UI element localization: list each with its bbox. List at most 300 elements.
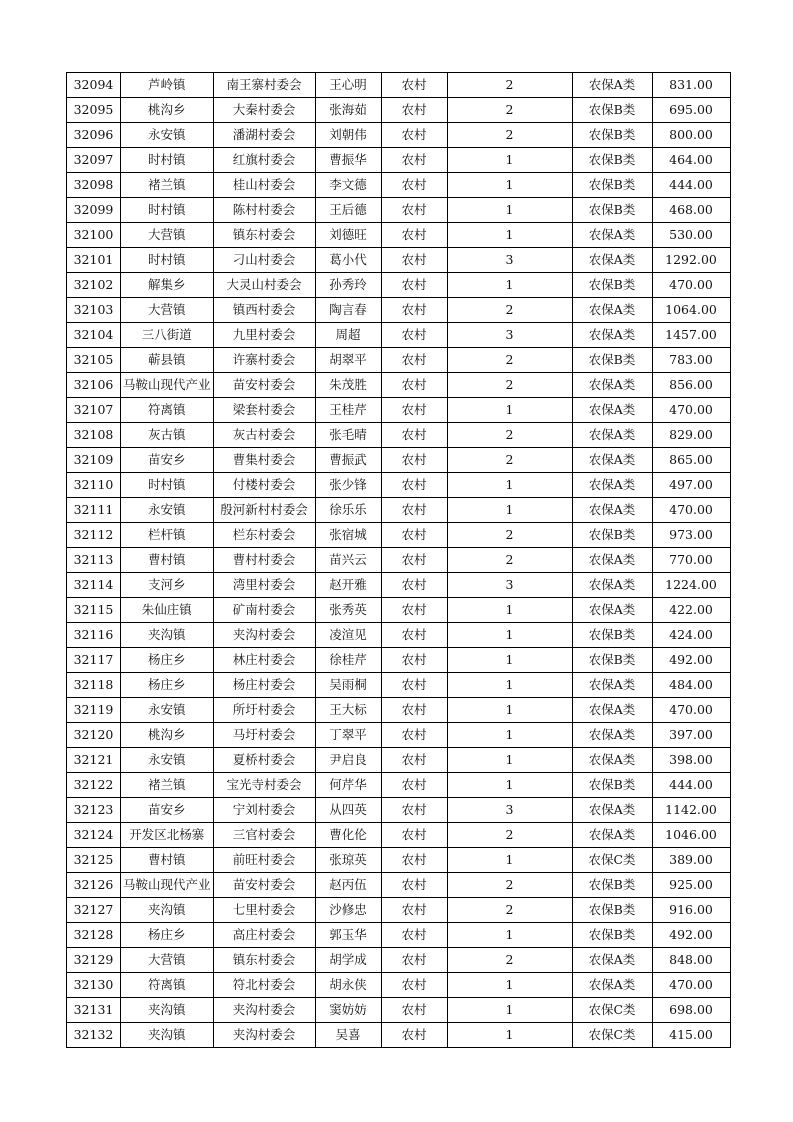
serial-number-cell: 32110 [67, 473, 121, 498]
township-cell: 符离镇 [121, 973, 214, 998]
township-cell: 支河乡 [121, 573, 214, 598]
table-row [67, 898, 731, 923]
name-cell: 孙秀玲 [315, 273, 381, 298]
household-count-cell: 1 [447, 673, 572, 698]
insurance-category-cell: 农保A类 [572, 673, 652, 698]
name-cell: 刘朝伟 [315, 123, 381, 148]
amount-cell: 973.00 [652, 523, 730, 548]
insurance-category-cell: 农保A类 [572, 573, 652, 598]
township-cell: 大营镇 [121, 948, 214, 973]
household-count-cell: 2 [447, 123, 572, 148]
name-cell: 窦妨妨 [315, 998, 381, 1023]
township-cell: 大营镇 [121, 298, 214, 323]
village-committee-cell: 刁山村委会 [213, 248, 315, 273]
village-committee-cell: 镇西村委会 [213, 298, 315, 323]
household-count-cell: 2 [447, 548, 572, 573]
household-count-cell: 3 [447, 248, 572, 273]
township-cell: 符离镇 [121, 398, 214, 423]
household-count-cell: 1 [447, 848, 572, 873]
table-row [67, 123, 731, 148]
area-type-cell: 农村 [381, 548, 447, 573]
amount-cell: 698.00 [652, 998, 730, 1023]
amount-cell: 424.00 [652, 623, 730, 648]
township-cell: 桃沟乡 [121, 723, 214, 748]
amount-cell: 1224.00 [652, 573, 730, 598]
insurance-category-cell: 农保B类 [572, 623, 652, 648]
area-type-cell: 农村 [381, 598, 447, 623]
name-cell: 何芹华 [315, 773, 381, 798]
serial-number-cell: 32109 [67, 448, 121, 473]
household-count-cell: 2 [447, 423, 572, 448]
serial-number-cell: 32124 [67, 823, 121, 848]
name-cell: 郭玉华 [315, 923, 381, 948]
table-row [67, 98, 731, 123]
table-row [67, 173, 731, 198]
township-cell: 曹村镇 [121, 848, 214, 873]
serial-number-cell: 32100 [67, 223, 121, 248]
village-committee-cell: 苗安村委会 [213, 373, 315, 398]
table-row [67, 673, 731, 698]
table-row [67, 198, 731, 223]
amount-cell: 783.00 [652, 348, 730, 373]
area-type-cell: 农村 [381, 773, 447, 798]
amount-cell: 444.00 [652, 173, 730, 198]
amount-cell: 916.00 [652, 898, 730, 923]
insurance-category-cell: 农保A类 [572, 73, 652, 98]
name-cell: 徐桂芹 [315, 648, 381, 673]
area-type-cell: 农村 [381, 723, 447, 748]
amount-cell: 422.00 [652, 598, 730, 623]
village-committee-cell: 潘湖村委会 [213, 123, 315, 148]
insurance-category-cell: 农保B类 [572, 123, 652, 148]
table-row [67, 223, 731, 248]
village-committee-cell: 栏东村委会 [213, 523, 315, 548]
area-type-cell: 农村 [381, 898, 447, 923]
village-committee-cell: 马圩村委会 [213, 723, 315, 748]
insurance-category-cell: 农保B类 [572, 348, 652, 373]
insurance-category-cell: 农保A类 [572, 223, 652, 248]
insurance-category-cell: 农保B类 [572, 648, 652, 673]
village-committee-cell: 付楼村委会 [213, 473, 315, 498]
insurance-category-cell: 农保A类 [572, 823, 652, 848]
area-type-cell: 农村 [381, 223, 447, 248]
name-cell: 曹化伦 [315, 823, 381, 848]
household-count-cell: 1 [447, 223, 572, 248]
name-cell: 曹振华 [315, 148, 381, 173]
table-row [67, 948, 731, 973]
serial-number-cell: 32128 [67, 923, 121, 948]
household-count-cell: 2 [447, 448, 572, 473]
table-row [67, 423, 731, 448]
serial-number-cell: 32097 [67, 148, 121, 173]
township-cell: 曹村镇 [121, 548, 214, 573]
township-cell: 永安镇 [121, 123, 214, 148]
table-row [67, 873, 731, 898]
township-cell: 永安镇 [121, 698, 214, 723]
area-type-cell: 农村 [381, 698, 447, 723]
name-cell: 赵开雅 [315, 573, 381, 598]
amount-cell: 831.00 [652, 73, 730, 98]
amount-cell: 1046.00 [652, 823, 730, 848]
area-type-cell: 农村 [381, 248, 447, 273]
amount-cell: 470.00 [652, 498, 730, 523]
amount-cell: 1064.00 [652, 298, 730, 323]
table-row [67, 473, 731, 498]
serial-number-cell: 32104 [67, 323, 121, 348]
table-row [67, 398, 731, 423]
household-count-cell: 1 [447, 273, 572, 298]
serial-number-cell: 32121 [67, 748, 121, 773]
serial-number-cell: 32107 [67, 398, 121, 423]
serial-number-cell: 32113 [67, 548, 121, 573]
name-cell: 张海茹 [315, 98, 381, 123]
household-count-cell: 1 [447, 773, 572, 798]
household-count-cell: 1 [447, 198, 572, 223]
insurance-category-cell: 农保A类 [572, 598, 652, 623]
table-row [67, 998, 731, 1023]
amount-cell: 848.00 [652, 948, 730, 973]
area-type-cell: 农村 [381, 348, 447, 373]
household-count-cell: 2 [447, 873, 572, 898]
table-row [67, 548, 731, 573]
area-type-cell: 农村 [381, 923, 447, 948]
records-table-body [67, 73, 731, 1048]
area-type-cell: 农村 [381, 973, 447, 998]
area-type-cell: 农村 [381, 648, 447, 673]
serial-number-cell: 32115 [67, 598, 121, 623]
amount-cell: 470.00 [652, 398, 730, 423]
table-row [67, 748, 731, 773]
serial-number-cell: 32102 [67, 273, 121, 298]
village-committee-cell: 林庄村委会 [213, 648, 315, 673]
amount-cell: 1142.00 [652, 798, 730, 823]
serial-number-cell: 32125 [67, 848, 121, 873]
area-type-cell: 农村 [381, 823, 447, 848]
area-type-cell: 农村 [381, 448, 447, 473]
township-cell: 苗安乡 [121, 448, 214, 473]
village-committee-cell: 梁套村委会 [213, 398, 315, 423]
area-type-cell: 农村 [381, 873, 447, 898]
amount-cell: 397.00 [652, 723, 730, 748]
household-count-cell: 3 [447, 573, 572, 598]
table-row [67, 373, 731, 398]
table-row [67, 598, 731, 623]
household-count-cell: 2 [447, 948, 572, 973]
name-cell: 从四英 [315, 798, 381, 823]
village-committee-cell: 九里村委会 [213, 323, 315, 348]
area-type-cell: 农村 [381, 848, 447, 873]
area-type-cell: 农村 [381, 673, 447, 698]
area-type-cell: 农村 [381, 798, 447, 823]
area-type-cell: 农村 [381, 948, 447, 973]
table-row [67, 573, 731, 598]
household-count-cell: 2 [447, 73, 572, 98]
township-cell: 褚兰镇 [121, 773, 214, 798]
area-type-cell: 农村 [381, 423, 447, 448]
insurance-category-cell: 农保A类 [572, 398, 652, 423]
serial-number-cell: 32130 [67, 973, 121, 998]
area-type-cell: 农村 [381, 748, 447, 773]
village-committee-cell: 曹集村委会 [213, 448, 315, 473]
township-cell: 蕲县镇 [121, 348, 214, 373]
township-cell: 三八街道 [121, 323, 214, 348]
records-table [66, 72, 731, 1048]
insurance-category-cell: 农保A类 [572, 323, 652, 348]
name-cell: 吴喜 [315, 1023, 381, 1048]
village-committee-cell: 宁刘村委会 [213, 798, 315, 823]
village-committee-cell: 夹沟村委会 [213, 623, 315, 648]
area-type-cell: 农村 [381, 123, 447, 148]
name-cell: 王心明 [315, 73, 381, 98]
name-cell: 张琼英 [315, 848, 381, 873]
household-count-cell: 1 [447, 173, 572, 198]
serial-number-cell: 32099 [67, 198, 121, 223]
serial-number-cell: 32096 [67, 123, 121, 148]
amount-cell: 865.00 [652, 448, 730, 473]
township-cell: 桃沟乡 [121, 98, 214, 123]
village-committee-cell: 三官村委会 [213, 823, 315, 848]
township-cell: 栏杆镇 [121, 523, 214, 548]
amount-cell: 497.00 [652, 473, 730, 498]
area-type-cell: 农村 [381, 398, 447, 423]
table-row [67, 623, 731, 648]
amount-cell: 925.00 [652, 873, 730, 898]
area-type-cell: 农村 [381, 298, 447, 323]
township-cell: 永安镇 [121, 748, 214, 773]
amount-cell: 492.00 [652, 923, 730, 948]
amount-cell: 484.00 [652, 673, 730, 698]
amount-cell: 464.00 [652, 148, 730, 173]
amount-cell: 1457.00 [652, 323, 730, 348]
serial-number-cell: 32098 [67, 173, 121, 198]
amount-cell: 492.00 [652, 648, 730, 673]
village-committee-cell: 夹沟村委会 [213, 998, 315, 1023]
village-committee-cell: 曹村村委会 [213, 548, 315, 573]
village-committee-cell: 夹沟村委会 [213, 1023, 315, 1048]
serial-number-cell: 32106 [67, 373, 121, 398]
township-cell: 褚兰镇 [121, 173, 214, 198]
name-cell: 张宿城 [315, 523, 381, 548]
amount-cell: 470.00 [652, 698, 730, 723]
insurance-category-cell: 农保A类 [572, 948, 652, 973]
village-committee-cell: 夏桥村委会 [213, 748, 315, 773]
village-committee-cell: 大秦村委会 [213, 98, 315, 123]
serial-number-cell: 32111 [67, 498, 121, 523]
name-cell: 徐乐乐 [315, 498, 381, 523]
name-cell: 丁翠平 [315, 723, 381, 748]
table-row [67, 1023, 731, 1048]
name-cell: 刘德旺 [315, 223, 381, 248]
amount-cell: 856.00 [652, 373, 730, 398]
serial-number-cell: 32119 [67, 698, 121, 723]
table-row [67, 648, 731, 673]
village-committee-cell: 符北村委会 [213, 973, 315, 998]
village-committee-cell: 大灵山村委会 [213, 273, 315, 298]
amount-cell: 530.00 [652, 223, 730, 248]
household-count-cell: 1 [447, 648, 572, 673]
serial-number-cell: 32118 [67, 673, 121, 698]
insurance-category-cell: 农保A类 [572, 698, 652, 723]
amount-cell: 444.00 [652, 773, 730, 798]
table-row [67, 323, 731, 348]
household-count-cell: 2 [447, 298, 572, 323]
insurance-category-cell: 农保B类 [572, 923, 652, 948]
township-cell: 大营镇 [121, 223, 214, 248]
village-committee-cell: 高庄村委会 [213, 923, 315, 948]
amount-cell: 415.00 [652, 1023, 730, 1048]
household-count-cell: 1 [447, 398, 572, 423]
table-row [67, 523, 731, 548]
household-count-cell: 2 [447, 348, 572, 373]
household-count-cell: 1 [447, 598, 572, 623]
township-cell: 杨庄乡 [121, 648, 214, 673]
serial-number-cell: 32120 [67, 723, 121, 748]
serial-number-cell: 32129 [67, 948, 121, 973]
table-row [67, 248, 731, 273]
insurance-category-cell: 农保C类 [572, 1023, 652, 1048]
township-cell: 夹沟镇 [121, 1023, 214, 1048]
insurance-category-cell: 农保C类 [572, 998, 652, 1023]
table-row [67, 273, 731, 298]
township-cell: 芦岭镇 [121, 73, 214, 98]
serial-number-cell: 32094 [67, 73, 121, 98]
name-cell: 尹启良 [315, 748, 381, 773]
insurance-category-cell: 农保A类 [572, 798, 652, 823]
township-cell: 苗安乡 [121, 798, 214, 823]
area-type-cell: 农村 [381, 173, 447, 198]
household-count-cell: 1 [447, 973, 572, 998]
serial-number-cell: 32131 [67, 998, 121, 1023]
village-committee-cell: 镇东村委会 [213, 948, 315, 973]
insurance-category-cell: 农保B类 [572, 773, 652, 798]
township-cell: 杨庄乡 [121, 923, 214, 948]
name-cell: 曹振武 [315, 448, 381, 473]
township-cell: 马鞍山现代产业 [121, 873, 214, 898]
name-cell: 王桂芹 [315, 398, 381, 423]
serial-number-cell: 32112 [67, 523, 121, 548]
insurance-category-cell: 农保A类 [572, 473, 652, 498]
insurance-category-cell: 农保B类 [572, 98, 652, 123]
table-row [67, 448, 731, 473]
amount-cell: 470.00 [652, 973, 730, 998]
township-cell: 朱仙庄镇 [121, 598, 214, 623]
name-cell: 吴雨桐 [315, 673, 381, 698]
table-row [67, 848, 731, 873]
amount-cell: 470.00 [652, 273, 730, 298]
insurance-category-cell: 农保A类 [572, 423, 652, 448]
village-committee-cell: 苗安村委会 [213, 873, 315, 898]
household-count-cell: 2 [447, 823, 572, 848]
village-committee-cell: 矿南村委会 [213, 598, 315, 623]
serial-number-cell: 32126 [67, 873, 121, 898]
village-committee-cell: 南王寨村委会 [213, 73, 315, 98]
area-type-cell: 农村 [381, 573, 447, 598]
name-cell: 张毛晴 [315, 423, 381, 448]
serial-number-cell: 32132 [67, 1023, 121, 1048]
area-type-cell: 农村 [381, 198, 447, 223]
insurance-category-cell: 农保A类 [572, 548, 652, 573]
area-type-cell: 农村 [381, 623, 447, 648]
insurance-category-cell: 农保B类 [572, 198, 652, 223]
area-type-cell: 农村 [381, 323, 447, 348]
household-count-cell: 2 [447, 898, 572, 923]
name-cell: 沙修忠 [315, 898, 381, 923]
serial-number-cell: 32105 [67, 348, 121, 373]
table-row [67, 498, 731, 523]
table-row [67, 923, 731, 948]
insurance-category-cell: 农保B类 [572, 898, 652, 923]
household-count-cell: 1 [447, 473, 572, 498]
serial-number-cell: 32116 [67, 623, 121, 648]
serial-number-cell: 32103 [67, 298, 121, 323]
household-count-cell: 3 [447, 323, 572, 348]
area-type-cell: 农村 [381, 998, 447, 1023]
area-type-cell: 农村 [381, 273, 447, 298]
insurance-category-cell: 农保A类 [572, 748, 652, 773]
village-committee-cell: 陈村村委会 [213, 198, 315, 223]
household-count-cell: 1 [447, 723, 572, 748]
household-count-cell: 1 [447, 998, 572, 1023]
amount-cell: 829.00 [652, 423, 730, 448]
insurance-category-cell: 农保A类 [572, 373, 652, 398]
township-cell: 时村镇 [121, 148, 214, 173]
name-cell: 陶言春 [315, 298, 381, 323]
insurance-category-cell: 农保A类 [572, 723, 652, 748]
serial-number-cell: 32127 [67, 898, 121, 923]
area-type-cell: 农村 [381, 98, 447, 123]
household-count-cell: 1 [447, 148, 572, 173]
insurance-category-cell: 农保B类 [572, 523, 652, 548]
township-cell: 杨庄乡 [121, 673, 214, 698]
table-row [67, 823, 731, 848]
area-type-cell: 农村 [381, 473, 447, 498]
table-row [67, 348, 731, 373]
table-row [67, 773, 731, 798]
township-cell: 解集乡 [121, 273, 214, 298]
amount-cell: 800.00 [652, 123, 730, 148]
area-type-cell: 农村 [381, 1023, 447, 1048]
household-count-cell: 2 [447, 373, 572, 398]
village-committee-cell: 湾里村委会 [213, 573, 315, 598]
township-cell: 时村镇 [121, 248, 214, 273]
village-committee-cell: 殷河新村村委会 [213, 498, 315, 523]
household-count-cell: 1 [447, 748, 572, 773]
area-type-cell: 农村 [381, 523, 447, 548]
name-cell: 胡学成 [315, 948, 381, 973]
amount-cell: 695.00 [652, 98, 730, 123]
area-type-cell: 农村 [381, 373, 447, 398]
amount-cell: 468.00 [652, 198, 730, 223]
table-row [67, 698, 731, 723]
name-cell: 葛小代 [315, 248, 381, 273]
insurance-category-cell: 农保B类 [572, 873, 652, 898]
name-cell: 胡翠平 [315, 348, 381, 373]
household-count-cell: 1 [447, 498, 572, 523]
amount-cell: 389.00 [652, 848, 730, 873]
township-cell: 永安镇 [121, 498, 214, 523]
name-cell: 苗兴云 [315, 548, 381, 573]
name-cell: 赵丙伍 [315, 873, 381, 898]
amount-cell: 770.00 [652, 548, 730, 573]
village-committee-cell: 桂山村委会 [213, 173, 315, 198]
table-row [67, 798, 731, 823]
insurance-category-cell: 农保A类 [572, 448, 652, 473]
insurance-category-cell: 农保A类 [572, 248, 652, 273]
area-type-cell: 农村 [381, 498, 447, 523]
table-row [67, 73, 731, 98]
insurance-category-cell: 农保A类 [572, 298, 652, 323]
household-count-cell: 1 [447, 923, 572, 948]
